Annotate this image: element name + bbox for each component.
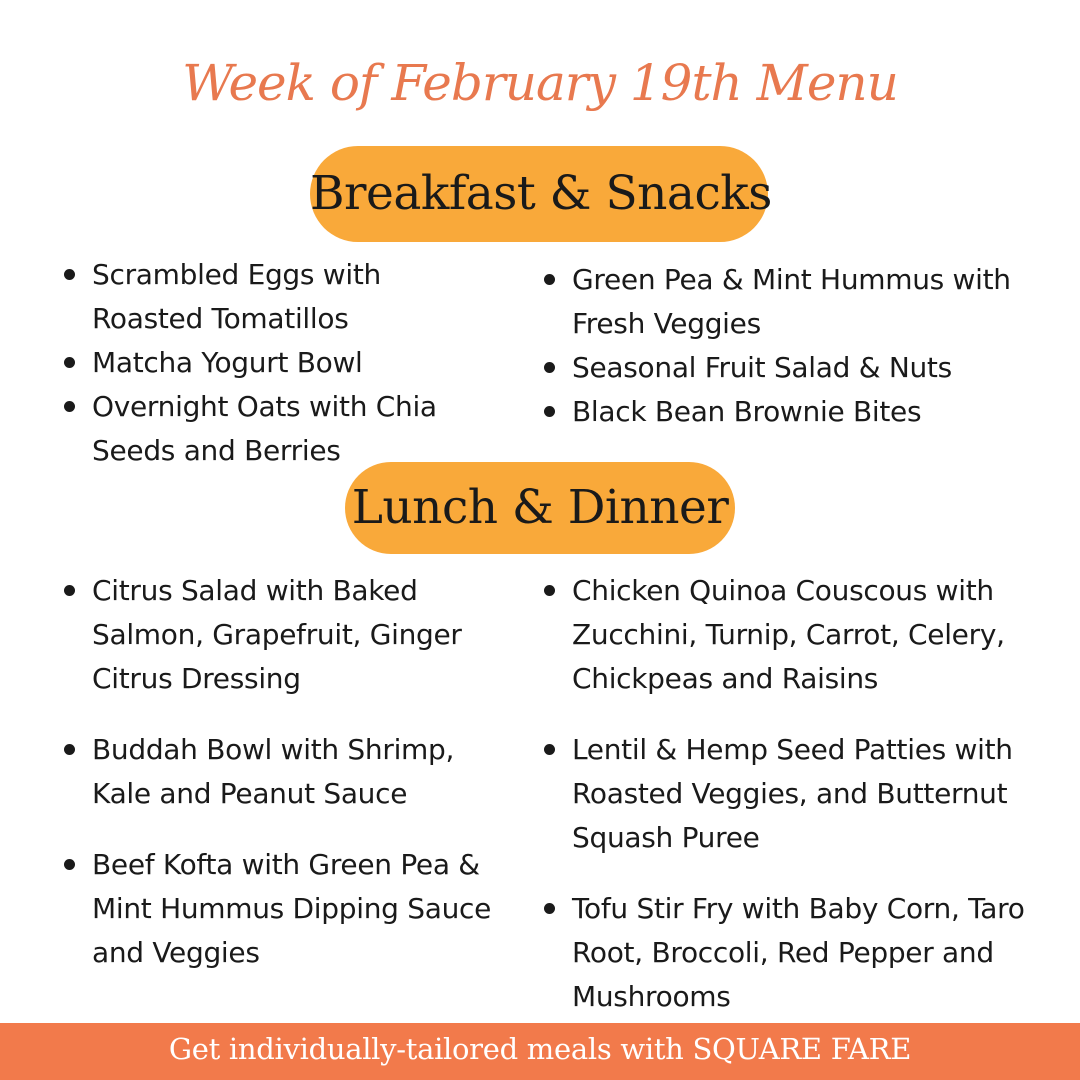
menu-item-text: Chicken Quinoa Couscous with Zucchini, Turnip, Carrot, Celery, Chickpeas and Raisins — [572, 574, 1005, 695]
list-item — [542, 346, 1062, 390]
list-item — [62, 385, 482, 473]
bullet-icon — [64, 401, 75, 412]
bullet-icon — [544, 274, 555, 285]
menu-item-text: Black Bean Brownie Bites — [572, 395, 922, 428]
lunch-dinner-heading: Lunch & Dinner — [345, 462, 735, 554]
breakfast-list-left — [62, 253, 482, 473]
menu-item-text: Lentil & Hemp Seed Patties with Roasted Veggies, and Butternut Squash Puree — [572, 733, 1013, 854]
bullet-icon — [544, 903, 555, 914]
bullet-icon — [64, 744, 75, 755]
bullet-icon — [64, 357, 75, 368]
bullet-icon — [544, 585, 555, 596]
list-item — [542, 728, 1062, 860]
breakfast-list-right — [542, 258, 1062, 434]
lunch-list-left — [62, 569, 502, 975]
menu-item-text: Seasonal Fruit Salad & Nuts — [572, 351, 952, 384]
bullet-icon — [544, 744, 555, 755]
breakfast-snacks-heading: Breakfast & Snacks — [310, 146, 768, 242]
menu-item-text: Matcha Yogurt Bowl — [92, 346, 363, 379]
bullet-icon — [64, 859, 75, 870]
menu-item-text: Beef Kofta with Green Pea & Mint Hummus Dipping Sauce and Veggies — [92, 848, 492, 969]
menu-item-text: Green Pea & Mint Hummus with Fresh Veggies — [572, 263, 1011, 340]
menu-item-text: Overnight Oats with Chia Seeds and Berries — [92, 390, 437, 467]
menu-item-text: Tofu Stir Fry with Baby Corn, Taro Root, Broccoli, Red Pepper and Mushrooms — [572, 892, 1025, 1013]
list-item — [62, 341, 482, 385]
lunch-list-right — [542, 569, 1062, 1019]
list-item — [542, 569, 1062, 701]
bullet-icon — [64, 269, 75, 280]
list-item — [62, 569, 502, 701]
bullet-icon — [64, 585, 75, 596]
menu-item-text: Citrus Salad with Baked Salmon, Grapefruit, Ginger Citrus Dressing — [92, 574, 462, 695]
list-item — [542, 258, 1062, 346]
menu-title: Week of February 19th Menu — [182, 54, 898, 112]
footer-banner: Get individually-tailored meals with SQUARE FARE — [0, 1023, 1080, 1080]
menu-item-text: Buddah Bowl with Shrimp, Kale and Peanut Sauce — [92, 733, 455, 810]
bullet-icon — [544, 362, 555, 373]
list-item — [62, 843, 502, 975]
list-item — [542, 390, 1062, 434]
list-item — [542, 887, 1062, 1019]
menu-item-text: Scrambled Eggs with Roasted Tomatillos — [92, 258, 381, 335]
list-item — [62, 728, 502, 816]
bullet-icon — [544, 406, 555, 417]
list-item — [62, 253, 482, 341]
